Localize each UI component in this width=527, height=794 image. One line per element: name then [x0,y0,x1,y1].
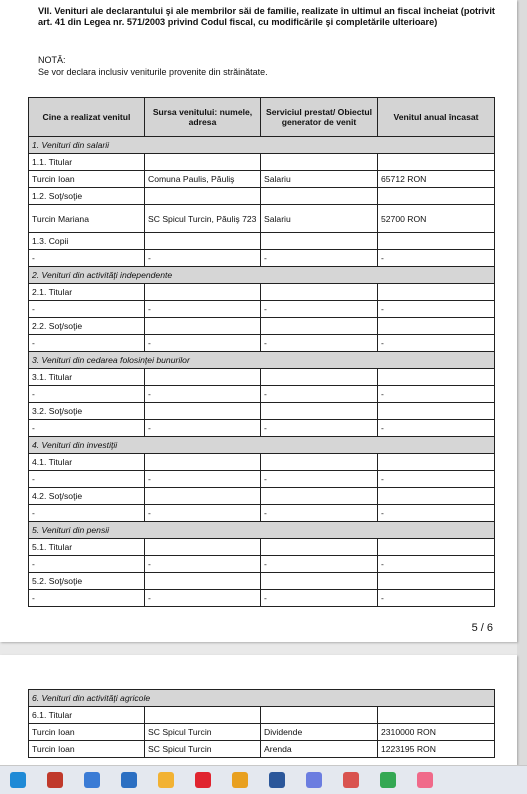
note-title: NOTĂ: [38,55,66,65]
section-title: 3. Venituri din cedarea folosinţei bunurilor [29,352,495,369]
table-cell: - [261,471,378,488]
empty-cell [378,403,495,420]
subsection-row [29,488,495,505]
empty-cell [261,318,378,335]
table-cell: - [29,301,145,318]
table-row [29,505,495,522]
app-icon[interactable] [84,772,100,788]
empty-cell [378,369,495,386]
empty-cell [378,454,495,471]
table-cell: - [29,471,145,488]
empty-cell [378,707,495,724]
table-cell: - [145,335,261,352]
table-cell: Salariu [261,205,378,233]
table-cell: - [145,301,261,318]
empty-cell [261,707,378,724]
empty-cell [261,188,378,205]
empty-cell [378,318,495,335]
empty-cell [378,284,495,301]
table-row [29,335,495,352]
empty-cell [261,573,378,590]
empty-cell [145,188,261,205]
utorrent-icon[interactable] [232,772,248,788]
table-header-row [29,98,495,137]
table-cell: Turcin Mariana [29,205,145,233]
empty-cell [145,233,261,250]
empty-cell [378,539,495,556]
page-number: 5 / 6 [471,622,493,634]
table-cell: - [261,590,378,607]
empty-cell [145,488,261,505]
table-cell: - [145,420,261,437]
subsection-row [29,707,495,724]
empty-cell [145,369,261,386]
table-cell: - [29,250,145,267]
word-icon[interactable] [269,772,285,788]
table-cell: - [378,301,495,318]
opera-gx-icon[interactable] [417,772,433,788]
header-cell: Cine a realizat venitul [29,98,145,137]
table-cell: - [261,301,378,318]
table-cell: - [29,386,145,403]
income-table [28,97,495,607]
section-title: 1. Venituri din salarii [29,137,495,154]
subsection-label: 2.1. Titular [29,284,145,301]
empty-cell [145,539,261,556]
subsection-row [29,318,495,335]
empty-cell [261,454,378,471]
table-cell: - [261,556,378,573]
table-cell: Arenda [261,741,378,758]
chrome-icon[interactable] [380,772,396,788]
subsection-label: 3.2. Soţ/soţie [29,403,145,420]
empty-cell [145,318,261,335]
subsection-label: 3.1. Titular [29,369,145,386]
table-cell: 65712 RON [378,171,495,188]
empty-cell [261,154,378,171]
empty-cell [378,188,495,205]
table-row [29,301,495,318]
subsection-label: 6.1. Titular [29,707,145,724]
document-viewer-background [517,0,527,765]
table-cell: - [378,420,495,437]
empty-cell [378,154,495,171]
table-cell: 1223195 RON [378,741,495,758]
table-cell: - [261,386,378,403]
section-title: 2. Venituri din activităţi independente [29,267,495,284]
table-cell: Turcin Ioan [29,171,145,188]
header-cell: Serviciul prestat/ Obiectul generator de venit [261,98,378,137]
table-cell: - [145,250,261,267]
table-row [29,420,495,437]
empty-cell [261,403,378,420]
section-title: 4. Venituri din investiţii [29,437,495,454]
subsection-label: 2.2. Soţ/soţie [29,318,145,335]
edge-icon[interactable] [10,772,26,788]
table-cell: Comuna Paulis, Păuliş [145,171,261,188]
table-cell: SC Spicul Turcin, Păuliş 723 [145,205,261,233]
empty-cell [145,454,261,471]
table-cell: - [29,420,145,437]
subsection-label: 4.1. Titular [29,454,145,471]
empty-cell [261,233,378,250]
table-cell: Dividende [261,724,378,741]
table-cell: - [261,420,378,437]
table-cell: - [261,250,378,267]
section-row [29,522,495,539]
income-table-continued [28,689,495,758]
table-cell: SC Spicul Turcin [145,741,261,758]
taskbar [0,765,527,794]
table-cell: - [145,590,261,607]
header-cell: Venitul anual încasat [378,98,495,137]
table-row [29,741,495,758]
table-cell: - [378,335,495,352]
empty-cell [145,573,261,590]
empty-cell [261,369,378,386]
section-row [29,437,495,454]
table-cell: - [29,335,145,352]
empty-cell [145,154,261,171]
subsection-label: 5.2. Soţ/soţie [29,573,145,590]
empty-cell [378,488,495,505]
subsection-label: 1.1. Titular [29,154,145,171]
table-row [29,590,495,607]
table-cell: - [145,471,261,488]
table-cell: - [261,505,378,522]
empty-cell [378,233,495,250]
table-cell: - [378,590,495,607]
table-row [29,250,495,267]
subsection-row [29,284,495,301]
pdf-icon[interactable] [343,772,359,788]
section-heading: VII. Venituri ale declarantului şi ale membrilor săi de familie, realizate în ultimul an fiscal încheiat (potrivit art. 41 din Legea nr. 571/2003 privind Codul fiscal, cu modificările şi completările ulterioare) [38,6,495,27]
app2-icon[interactable] [306,772,322,788]
table-cell: - [378,556,495,573]
section-title: 5. Venituri din pensii [29,522,495,539]
table-row [29,724,495,741]
table-cell: 52700 RON [378,205,495,233]
mail-icon[interactable] [121,772,137,788]
table-row [29,386,495,403]
filezilla-icon[interactable] [47,772,63,788]
empty-cell [145,403,261,420]
subsection-row [29,369,495,386]
table-cell: - [145,556,261,573]
table-row [29,556,495,573]
table-cell: - [145,386,261,403]
subsection-row [29,233,495,250]
table-cell: - [378,471,495,488]
table-cell: - [29,590,145,607]
table-cell: - [145,505,261,522]
empty-cell [261,539,378,556]
section-row [29,137,495,154]
table-cell: - [378,386,495,403]
table-row [29,205,495,233]
table-cell: - [378,505,495,522]
subsection-label: 1.3. Copii [29,233,145,250]
subsection-label: 5.1. Titular [29,539,145,556]
section-row [29,690,495,707]
subsection-row [29,154,495,171]
section-row [29,267,495,284]
empty-cell [145,707,261,724]
table-cell: - [261,335,378,352]
subsection-row [29,539,495,556]
table-cell: Turcin Ioan [29,724,145,741]
subsection-row [29,573,495,590]
file-explorer-icon[interactable] [158,772,174,788]
empty-cell [261,488,378,505]
header-cell: Sursa venitului: numele, adresa [145,98,261,137]
table-cell: - [29,505,145,522]
table-cell: SC Spicul Turcin [145,724,261,741]
table-cell: - [378,250,495,267]
subsection-row [29,454,495,471]
subsection-row [29,188,495,205]
section-title: 6. Venituri din activităţi agricole [29,690,495,707]
opera-icon[interactable] [195,772,211,788]
subsection-label: 1.2. Soţ/soţie [29,188,145,205]
table-row [29,171,495,188]
subsection-row [29,403,495,420]
subsection-label: 4.2. Soţ/soţie [29,488,145,505]
table-cell: 2310000 RON [378,724,495,741]
section-row [29,352,495,369]
empty-cell [261,284,378,301]
table-cell: Salariu [261,171,378,188]
document-page-6 [0,655,517,765]
table-row [29,471,495,488]
empty-cell [378,573,495,590]
table-cell: - [29,556,145,573]
empty-cell [145,284,261,301]
table-cell: Turcin Ioan [29,741,145,758]
note-text: Se vor declara inclusiv veniturile provenite din străinătate. [38,67,268,77]
